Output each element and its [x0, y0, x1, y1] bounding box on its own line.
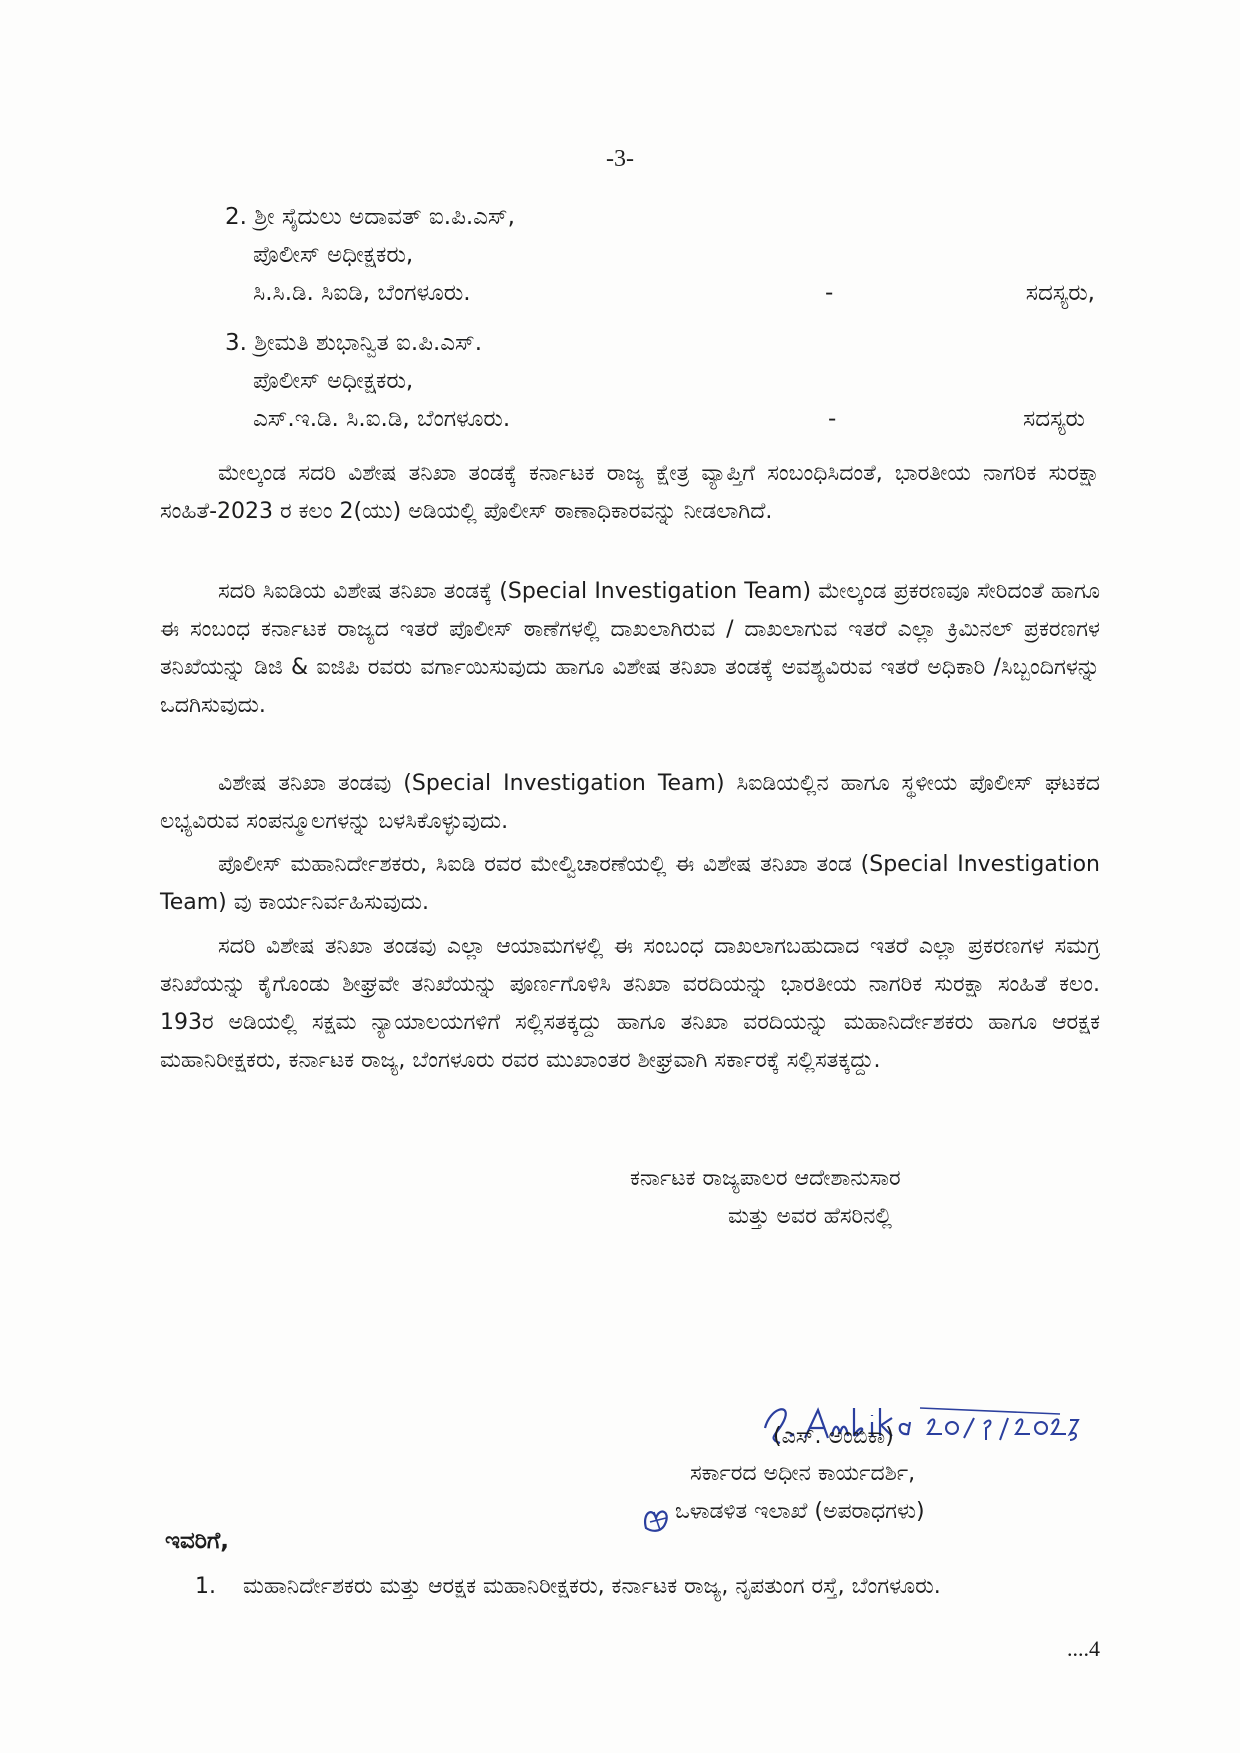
paragraph-investigation-report: ಸದರಿ ವಿಶೇಷ ತನಿಖಾ ತಂಡವು ಎಲ್ಲಾ ಆಯಾಮಗಳಲ್ಲಿ ಈ ಸಂಬಂಧ ದಾಖಲಾಗಬಹುದಾದ ಇತರೆ ಎಲ್ಲಾ ಪ್ರಕರಣಗಳ ಸಮಗ್ರ ತನಿಖೆಯನ್ನು ಕೈಗೊಂಡು ಶೀಘ್ರವೇ ತನಿಖೆಯನ್ನು ಪೂರ್ಣಗೊಳಿಸಿ ತನಿಖಾ ವರದಿಯನ್ನು ಭಾರತೀಯ ನಾಗರಿಕ ಸುರಕ್ಷಾ ಸಂಹಿತೆ ಕಲಂ. 193ರ ಅಡಿಯಲ್ಲಿ ಸಕ್ಷಮ ನ್ಯಾಯಾಲಯಗಳಿಗೆ ಸಲ್ಲಿಸತಕ್ಕದ್ದು ಹಾಗೂ ತನಿಖಾ ವರದಿಯನ್ನು ಮಹಾನಿರ್ದೇಶಕರು ಹಾಗೂ ಆರಕ್ಷಕ ಮಹಾನಿರೀಕ್ಷಕರು, ಕರ್ನಾಟಕ ರಾಜ್ಯ, ಬೆಂಗಳೂರು ರವರ ಮುಖಾಂತರ ಶೀಘ್ರವಾಗಿ ಸರ್ಕಾರಕ್ಕೆ ಸಲ್ಲಿಸತಕ್ಕದ್ದು.: [160, 934, 1100, 1073]
member-name: ಶ್ರೀ ಸೈದುಲು ಅದಾವತ್ ಐ.ಪಿ.ಎಸ್,: [254, 204, 515, 230]
signatory-department: ಒಳಾಡಳಿತ ಇಲಾಖೆ (ಅಪರಾಧಗಳು): [675, 1499, 925, 1524]
recipient-item: [195, 1568, 1105, 1606]
member-office: ಸಿ.ಸಿ.ಡಿ. ಸಿಐಡಿ, ಬೆಂಗಳೂರು.: [253, 280, 471, 306]
recipients-heading: ಇವರಿಗೆ,: [165, 1528, 229, 1554]
role-dash: -: [828, 406, 837, 432]
page-number: -3-: [606, 146, 634, 172]
paragraph-case-transfer: ಸದರಿ ಸಿಐಡಿಯ ವಿಶೇಷ ತನಿಖಾ ತಂಡಕ್ಕೆ (Special Investigation Team) ಮೇಲ್ಕಂಡ ಪ್ರಕರಣವೂ ಸೇರಿದಂತೆ ಹಾಗೂ ಈ ಸಂಬಂಧ ಕರ್ನಾಟಕ ರಾಜ್ಯದ ಇತರೆ ಪೊಲೀಸ್ ಠಾಣೆಗಳಲ್ಲಿ ದಾಖಲಾಗಿರುವ / ದಾಖಲಾಗುವ ಇತರೆ ಎಲ್ಲಾ ಕ್ರಿಮಿನಲ್ ಪ್ರಕರಣಗಳ ತನಿಖೆಯನ್ನು ಡಿಜಿ & ಐಜಿಪಿ ರವರು ವರ್ಗಾಯಿಸುವುದು ಹಾಗೂ ವಿಶೇಷ ತನಿಖಾ ತಂಡಕ್ಕೆ ಅವಶ್ಯವಿರುವ ಇತರೆ ಅಧಿಕಾರಿ /ಸಿಬ್ಬಂದಿಗಳನ್ನು ಒದಗಿಸುವುದು.: [160, 579, 1100, 718]
paragraph-jurisdiction: ಮೇಲ್ಕಂಡ ಸದರಿ ವಿಶೇಷ ತನಿಖಾ ತಂಡಕ್ಕೆ ಕರ್ನಾಟಕ ರಾಜ್ಯ ಕ್ಷೇತ್ರ ವ್ಯಾಪ್ತಿಗೆ ಸಂಬಂಧಿಸಿದಂತೆ, ಭಾರತೀಯ ನಾಗರಿಕ ಸುರಕ್ಷಾ ಸಂಹಿತೆ-2023 ರ ಕಲಂ 2(ಯು) ಅಡಿಯಲ್ಲಿ ಪೊಲೀಸ್ ಠಾಣಾಧಿಕಾರವನ್ನು ನೀಡಲಾಗಿದೆ.: [160, 461, 1100, 524]
recipient-number: 1.: [195, 1574, 216, 1599]
member-number: 3.: [225, 330, 247, 356]
member-number: 2.: [225, 204, 247, 230]
signoff-line-2: ಮತ್ತು ಅವರ ಹೆಸರಿನಲ್ಲಿ: [728, 1204, 892, 1229]
initials-mark-icon: [640, 1500, 674, 1536]
signatory-designation: ಸರ್ಕಾರದ ಅಧೀನ ಕಾರ್ಯದರ್ಶಿ,: [690, 1461, 916, 1486]
member-designation: ಪೊಲೀಸ್ ಅಧೀಕ್ಷಕರು,: [253, 242, 414, 268]
member-entry-2: [225, 198, 1095, 312]
signatory-name: (ಎಸ್. ಅಂಬಿಕಾ): [773, 1424, 894, 1449]
recipient-text: ಮಹಾನಿರ್ದೇಶಕರು ಮತ್ತು ಆರಕ್ಷಕ ಮಹಾನಿರೀಕ್ಷಕರು, ಕರ್ನಾಟಕ ರಾಜ್ಯ, ನೃಪತುಂಗ ರಸ್ತೆ, ಬೆಂಗಳೂರು.: [243, 1574, 941, 1599]
signoff-line-1: ಕರ್ನಾಟಕ ರಾಜ್ಯಪಾಲರ ಆದೇಶಾನುಸಾರ: [630, 1166, 901, 1191]
continuation-marker: ....4: [1067, 1636, 1100, 1661]
member-entry-3: [225, 324, 1095, 438]
member-designation: ಪೊಲೀಸ್ ಅಧೀಕ್ಷಕರು,: [253, 368, 414, 394]
role-dash: -: [825, 280, 834, 306]
member-role: ಸದಸ್ಯರು,: [1025, 280, 1095, 306]
member-role: ಸದಸ್ಯರು: [1023, 406, 1085, 432]
member-office: ಎಸ್.ಇ.ಡಿ. ಸಿ.ಐ.ಡಿ, ಬೆಂಗಳೂರು.: [253, 406, 511, 432]
paragraph-supervision: ಪೊಲೀಸ್ ಮಹಾನಿರ್ದೇಶಕರು, ಸಿಐಡಿ ರವರ ಮೇಲ್ವಿಚಾರಣೆಯಲ್ಲಿ ಈ ವಿಶೇಷ ತನಿಖಾ ತಂಡ (Special Investigation Team) ವು ಕಾರ್ಯನಿರ್ವಹಿಸುವುದು.: [160, 852, 1100, 915]
member-name: ಶ್ರೀಮತಿ ಶುಭಾನ್ವಿತ ಐ.ಪಿ.ಎಸ್.: [254, 330, 483, 356]
paragraph-resources: ವಿಶೇಷ ತನಿಖಾ ತಂಡವು (Special Investigation Team) ಸಿಐಡಿಯಲ್ಲಿನ ಹಾಗೂ ಸ್ಥಳೀಯ ಪೊಲೀಸ್ ಘಟಕದ ಲಭ್ಯವಿರುವ ಸಂಪನ್ಮೂಲಗಳನ್ನು ಬಳಸಿಕೊಳ್ಳುವುದು.: [160, 771, 1100, 834]
